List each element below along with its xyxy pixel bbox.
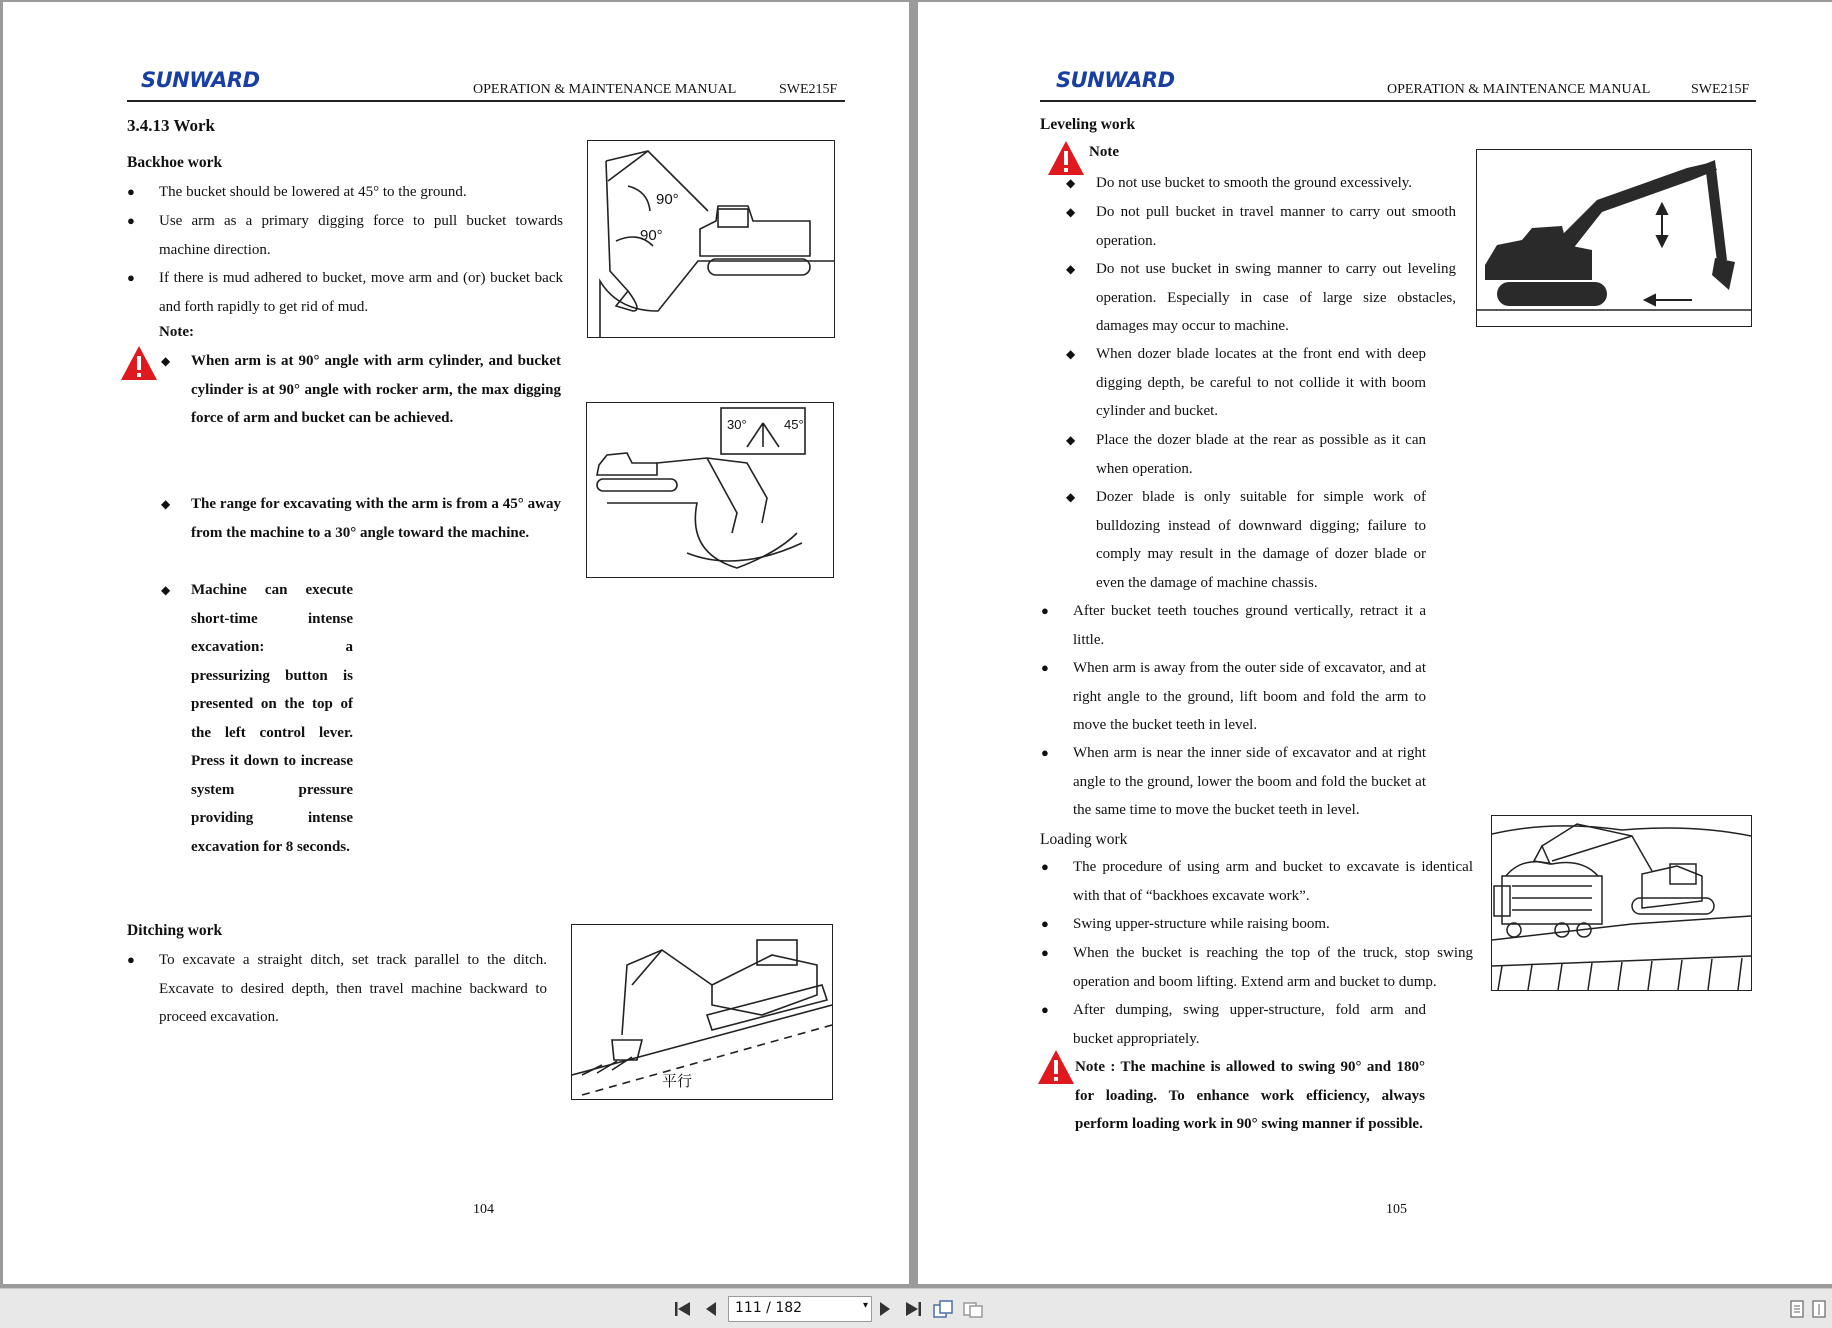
note-item: ◆ Do not use bucket in swing manner to carry out leveling operation. Especially in case of large size obstacles, damages may occur to machine. bbox=[1096, 255, 1456, 341]
ditching-figure bbox=[571, 924, 833, 1100]
next-page-icon bbox=[878, 1301, 892, 1317]
note-item: ◆ Place the dozer blade at the rear as possible as it can when operation. bbox=[1096, 426, 1426, 483]
list-item: ● After bucket teeth touches ground vertically, retract it a little. bbox=[1073, 597, 1426, 654]
note-item: ◆ When dozer blade locates at the front end with deep digging depth, be careful to not collide it with boom cylinder and bucket. bbox=[1096, 340, 1426, 426]
list-item: ● After dumping, swing upper-structure, fold arm and bucket appropriately. bbox=[1073, 996, 1426, 1053]
next-page-button[interactable] bbox=[874, 1298, 896, 1320]
loading-title: Loading work bbox=[1040, 831, 1128, 848]
single-page-view-button[interactable] bbox=[932, 1298, 954, 1320]
list-item: ● Swing upper-structure while raising boom. bbox=[1073, 910, 1473, 939]
note-item: ◆ Dozer blade is only suitable for simple work of bulldozing instead of downward digging; failure to comply may result in the damage of dozer blade or even the damage of machine chassis. bbox=[1096, 483, 1426, 597]
first-page-button[interactable] bbox=[672, 1298, 694, 1320]
header-model: SWE215F bbox=[1691, 82, 1750, 97]
backhoe-title: Backhoe work bbox=[127, 154, 223, 171]
page-number: 104 bbox=[473, 1202, 494, 1217]
page-number: 105 bbox=[1386, 1202, 1407, 1217]
two-page-view-icon bbox=[963, 1300, 983, 1318]
list-item: ● When arm is near the inner side of excavator and at right angle to the ground, lower the boom and fold the bucket at the same time to move the bucket teeth in level. bbox=[1073, 739, 1426, 825]
loading-note: Note : The machine is allowed to swing 90° and 180° for loading. To enhance work efficiency, always perform loading work in 90° swing manner if possible. bbox=[1075, 1059, 1425, 1132]
list-item: ● If there is mud adhered to bucket, move arm and (or) bucket back and forth rapidly to get rid of mud. bbox=[159, 264, 563, 321]
leveling-figure bbox=[1476, 149, 1752, 327]
leveling-title: Leveling work bbox=[1040, 116, 1136, 133]
note-label: Note bbox=[1089, 144, 1119, 160]
angle-label: 45° bbox=[784, 417, 804, 432]
chevron-down-icon[interactable]: ▾ bbox=[862, 1300, 868, 1311]
page-view-icon bbox=[933, 1300, 953, 1318]
header-title: OPERATION & MAINTENANCE MANUAL bbox=[473, 82, 737, 97]
header-title: OPERATION & MAINTENANCE MANUAL bbox=[1387, 82, 1651, 97]
header-model: SWE215F bbox=[779, 82, 838, 97]
first-page-icon bbox=[674, 1301, 692, 1317]
previous-page-icon bbox=[704, 1301, 718, 1317]
list-item: ● The procedure of using arm and bucket to excavate is identical with that of “backhoes excavate work”. bbox=[1073, 853, 1473, 910]
page-selector[interactable] bbox=[728, 1296, 872, 1322]
document-page-right bbox=[918, 2, 1832, 1284]
header-rule bbox=[127, 100, 845, 102]
note-label: Note: bbox=[159, 324, 194, 340]
two-page-view-button[interactable] bbox=[962, 1298, 984, 1320]
document-icon bbox=[1789, 1300, 1805, 1318]
section-title: 3.4.13 Work bbox=[127, 116, 216, 135]
warning-icon bbox=[1036, 1048, 1076, 1086]
sidebar-toggle-button[interactable] bbox=[1808, 1298, 1830, 1320]
backhoe-figure bbox=[587, 140, 835, 338]
list-item: ● To excavate a straight ditch, set track parallel to the ditch. Excavate to desired depth, then travel machine backward to proceed excavation. bbox=[159, 946, 547, 1032]
angle-label: 30° bbox=[727, 417, 747, 432]
list-icon bbox=[1811, 1300, 1827, 1318]
parallel-label: 平行 bbox=[662, 1072, 693, 1090]
last-page-icon bbox=[904, 1301, 922, 1317]
document-page-left bbox=[3, 2, 909, 1284]
note-item: ◆ Do not pull bucket in travel manner to carry out smooth operation. bbox=[1096, 198, 1456, 255]
last-page-button[interactable] bbox=[902, 1298, 924, 1320]
ditching-title: Ditching work bbox=[127, 922, 223, 939]
angle-label: 90° bbox=[656, 191, 679, 208]
note-item: ◆ When arm is at 90° angle with arm cylinder, and bucket cylinder is at 90° angle with rocker arm, the max digging force of arm and bucket can be achieved. bbox=[191, 347, 561, 433]
list-item: ● When the bucket is reaching the top of the truck, stop swing operation and boom lifting. Extend arm and bucket to dump. bbox=[1073, 939, 1473, 996]
note-item: ◆ Machine can execute short-time intense excavation: a pressurizing button is presented on the top of the left control lever. Press it down to increase system pressure providing intense excavation for 8 seconds. bbox=[191, 576, 353, 861]
page-number-input[interactable]: 111 / 182 bbox=[735, 1300, 803, 1316]
header-rule bbox=[1040, 100, 1756, 102]
sunward-logo: SUNWARD bbox=[1056, 68, 1175, 92]
list-item: ● Use arm as a primary digging force to pull bucket towards machine direction. bbox=[159, 207, 563, 264]
previous-page-button[interactable] bbox=[700, 1298, 722, 1320]
digging-range-figure bbox=[586, 402, 834, 578]
angle-label: 90° bbox=[640, 227, 663, 244]
sunward-logo: SUNWARD bbox=[141, 68, 260, 92]
note-item: ◆ Do not use bucket to smooth the ground excessively. bbox=[1096, 169, 1456, 198]
list-item: ● When arm is away from the outer side of excavator, and at right angle to the ground, lift boom and fold the arm to move the bucket teeth in level. bbox=[1073, 654, 1426, 740]
list-item: ● The bucket should be lowered at 45° to the ground. bbox=[159, 178, 563, 207]
note-item: ◆ The range for excavating with the arm is from a 45° away from the machine to a 30° angle toward the machine. bbox=[191, 490, 561, 547]
layout-toggle-button[interactable] bbox=[1786, 1298, 1808, 1320]
viewer-toolbar bbox=[0, 1288, 1832, 1328]
loading-figure bbox=[1491, 815, 1752, 991]
warning-icon bbox=[119, 344, 159, 382]
